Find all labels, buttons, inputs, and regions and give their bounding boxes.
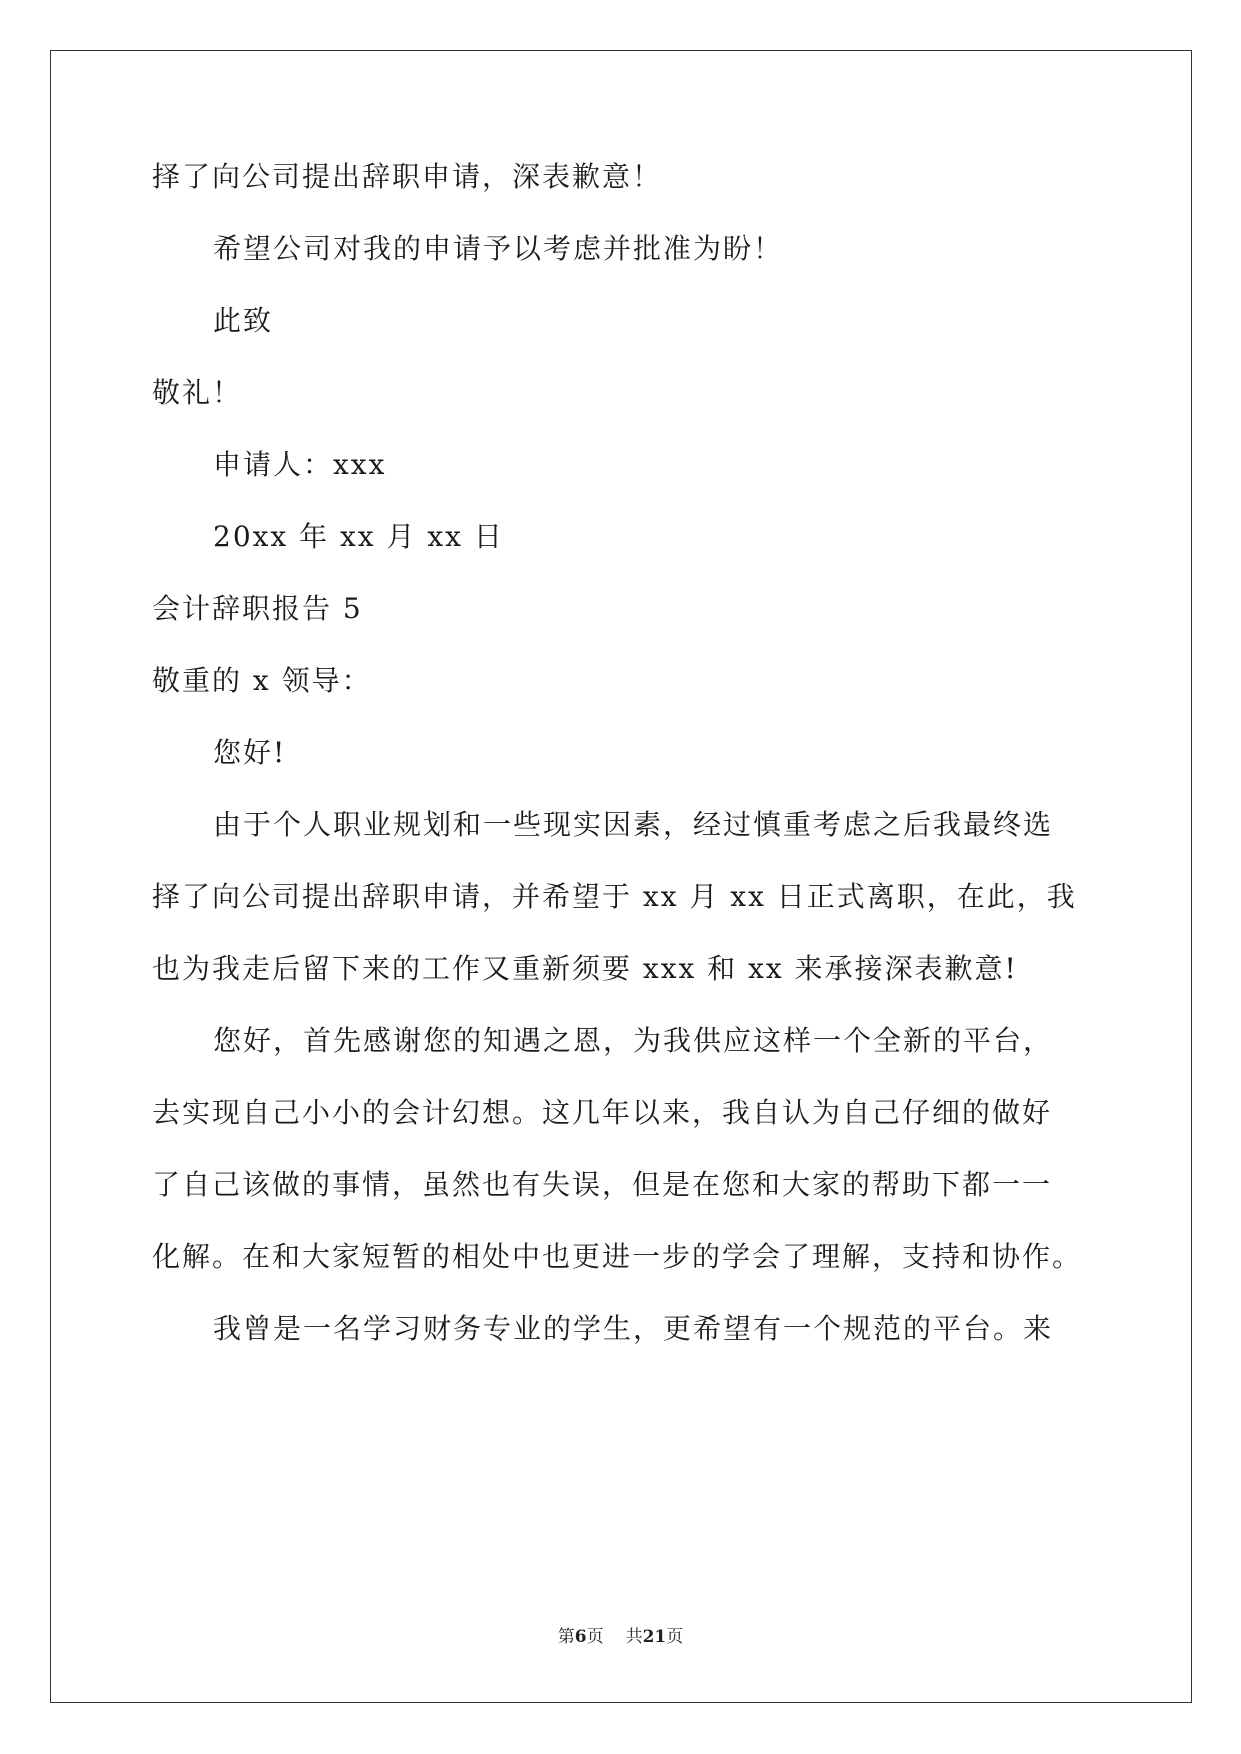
page-footer bbox=[0, 1626, 1241, 1648]
total-prefix: 共 bbox=[625, 1627, 643, 1647]
page-prefix: 第 bbox=[557, 1627, 575, 1647]
body-line-12: 也为我走后留下来的工作又重新须要 xxx 和 xx 来承接深表歉意! bbox=[152, 952, 1018, 985]
page-total: 21 bbox=[642, 1627, 667, 1647]
letter-date: 20xx 年 xx 月 xx 日 bbox=[213, 520, 504, 553]
page-suffix: 页 bbox=[586, 1627, 604, 1647]
closing-salutation: 此致 bbox=[213, 304, 274, 337]
body-line-11: 择了向公司提出辞职申请，并希望于 xx 月 xx 日正式离职，在此，我 bbox=[152, 880, 1077, 913]
body-line-14: 去实现自己小小的会计幻想。这几年以来，我自认为自己仔细的做好 bbox=[152, 1096, 1053, 1129]
body-line-15: 了自己该做的事情，虽然也有失误，但是在您和大家的帮助下都一一 bbox=[152, 1168, 1053, 1201]
applicant-signature: 申请人：xxx bbox=[213, 448, 387, 481]
body-line-13: 您好，首先感谢您的知遇之恩，为我供应这样一个全新的平台， bbox=[213, 1024, 1054, 1057]
letter-greeting: 敬重的 x 领导： bbox=[152, 664, 372, 697]
body-line-17: 我曾是一名学习财务专业的学生，更希望有一个规范的平台。来 bbox=[213, 1312, 1054, 1345]
body-line-2: 希望公司对我的申请予以考虑并批准为盼！ bbox=[213, 232, 784, 265]
closing-regards: 敬礼！ bbox=[152, 376, 243, 409]
letter-hello: 您好! bbox=[213, 736, 287, 769]
body-line-10: 由于个人职业规划和一些现实因素，经过慎重考虑之后我最终选 bbox=[213, 808, 1054, 841]
body-line-1: 择了向公司提出辞职申请，深表歉意！ bbox=[152, 160, 663, 193]
section-heading: 会计辞职报告 5 bbox=[152, 592, 363, 625]
page-current: 6 bbox=[574, 1627, 587, 1647]
total-suffix: 页 bbox=[666, 1627, 684, 1647]
body-line-16: 化解。在和大家短暂的相处中也更进一步的学会了理解，支持和协作。 bbox=[152, 1240, 1083, 1273]
page-frame bbox=[50, 50, 1192, 1703]
